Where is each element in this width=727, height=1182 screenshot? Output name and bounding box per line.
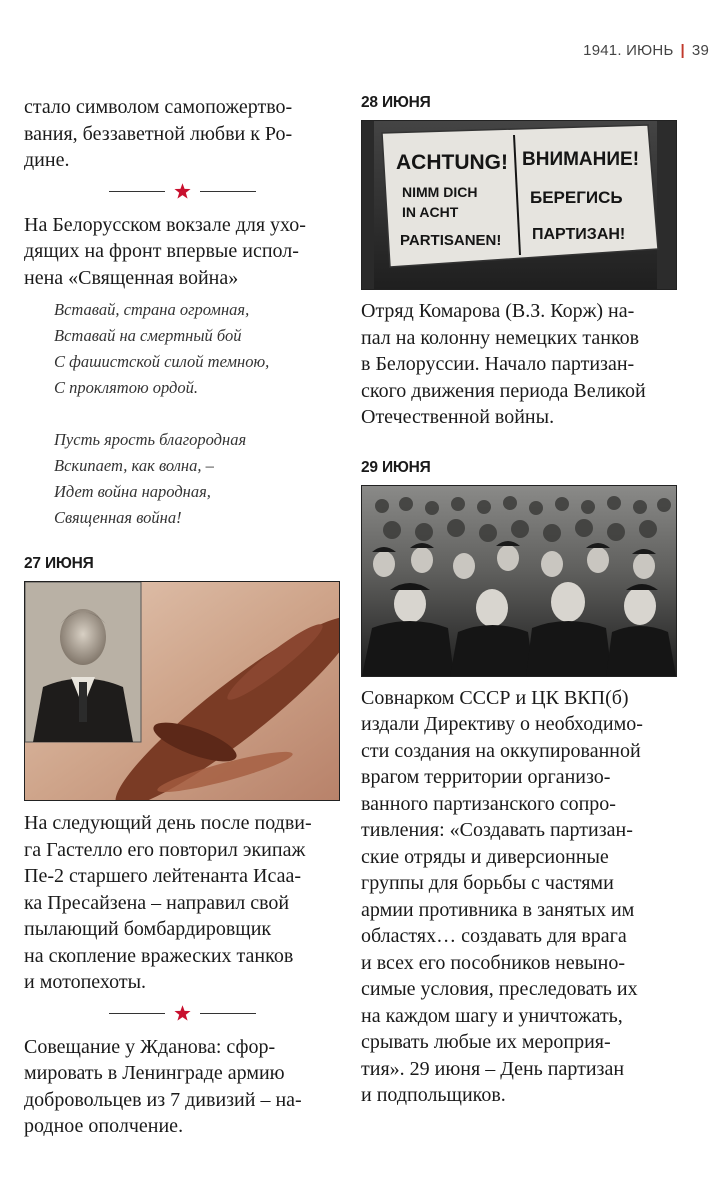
star-divider: [24, 1004, 340, 1024]
sign-text-ru: БЕРЕГИСЬ: [530, 188, 623, 207]
section-title: 1941. ИЮНЬ: [583, 42, 674, 59]
red-star-icon: [173, 1004, 192, 1023]
sign-photo: [362, 121, 676, 289]
crowd-photo: [362, 486, 676, 676]
zhdanov-paragraph: Совещание у Жданова: сфор- мировать в Ленинграде армию добровольцев из 7 дивизий – на- родное ополчение.: [24, 1035, 302, 1137]
sign-text-de: NIMM DICH: [402, 184, 478, 200]
date-heading-27: 27 ИЮНЯ: [24, 555, 94, 572]
page-number: 39: [691, 42, 709, 59]
running-head: [583, 42, 709, 59]
lyrics-stanza: Вставай, страна огромная, Вставай на смертный бой С фашистской силой темною, С проклятою ордой.: [54, 300, 270, 397]
sign-text-de: ACHTUNG!: [396, 151, 508, 174]
left-column: [24, 94, 340, 1140]
lyrics-stanza: Пусть ярость благородная Вскипает, как волна, – Идет война народная, Священная война!: [54, 430, 247, 527]
running-head-separator: |: [680, 42, 685, 59]
partisan-warning-sign-photo: [361, 120, 677, 290]
star-divider: [24, 182, 340, 202]
sign-text-de: PARTISANEN!: [400, 232, 502, 249]
partisans-crowd-photo: [361, 485, 677, 677]
presaizen-paragraph: На следующий день после подви- га Гастелло его повторил экипаж Пе-2 старшего лейтенанта Исаа- ка Пресайзена – направил свой пылающий бомбардировщик на скопление вражеских танков и мотопехоты.: [24, 812, 312, 993]
belorussky-paragraph: На Белорусском вокзале для ухо- дящих на фронт впервые испол- нена «Священная война»: [24, 213, 306, 289]
sovnarkom-paragraph: Совнарком СССР и ЦК ВКП(б) издали Директиву о необходимо- сти создания на оккупированной врагом территории организо- ванного партизанского сопро- тивления: «Создавать партизан- ские отряды и диверсионные группы для борьбы с частями армии противника в занятых им областях… создавать для врага и всех его пособников невыно- симые условия, преследовать их на каждом шагу и уничтожать, срывать любые их мероприя- тия». 29 июня – День партизан и подпольщиков.: [361, 686, 643, 1106]
song-lyrics: [54, 297, 340, 531]
photo-collage: [25, 582, 339, 800]
right-column: [361, 94, 677, 1109]
red-star-icon: [173, 182, 192, 201]
presaizen-photo: [24, 581, 340, 801]
date-heading-28: 28 ИЮНЯ: [361, 94, 431, 111]
komarov-paragraph: Отряд Комарова (В.З. Корж) на- пал на колонну немецких танков в Белоруссии. Начало партизан- ского движения периода Великой Отечественной войны.: [361, 300, 646, 428]
sign-text-de: IN ACHT: [402, 204, 459, 220]
date-heading-29: 29 ИЮНЯ: [361, 458, 431, 476]
continued-paragraph: стало символом самопожертво- вания, беззаветной любви к Ро- дине.: [24, 96, 293, 171]
sign-text-ru: ВНИМАНИЕ!: [522, 149, 640, 170]
sign-text-ru: ПАРТИЗАН!: [532, 226, 626, 243]
